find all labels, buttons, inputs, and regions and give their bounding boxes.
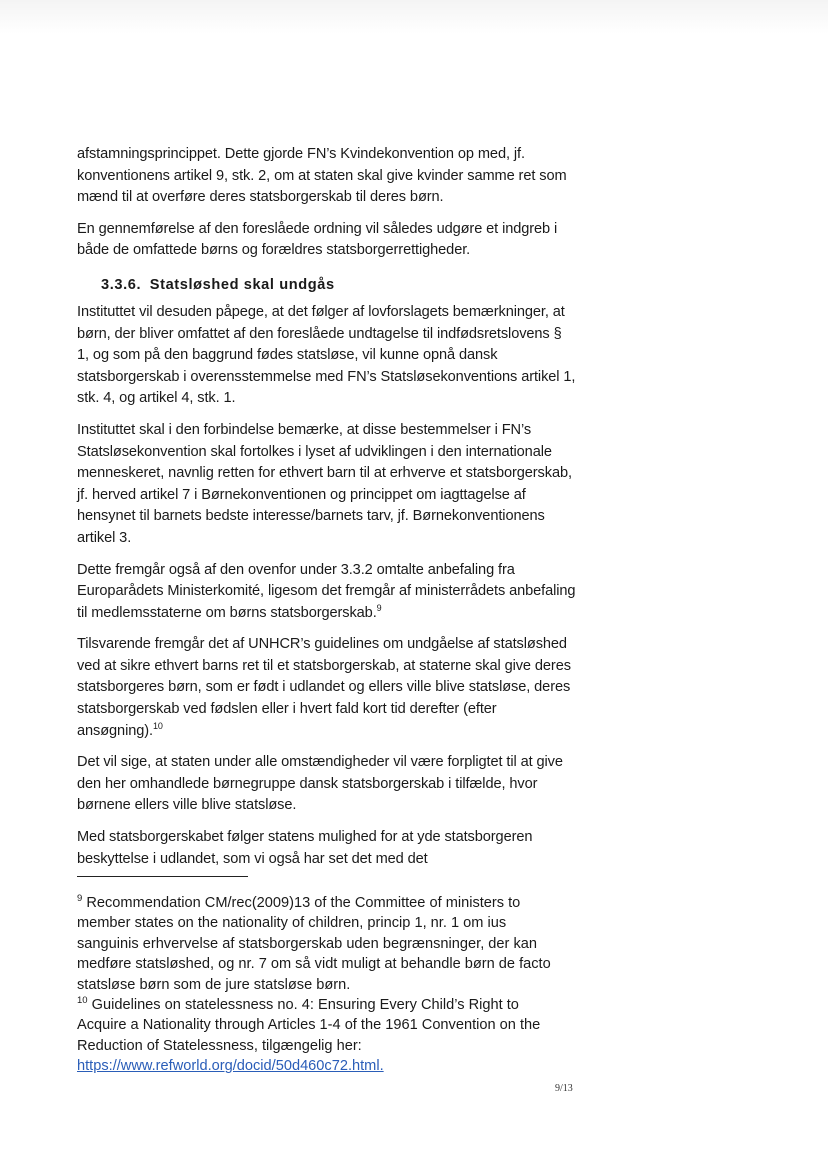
body-paragraph: En gennemførelse af den foreslåede ordning vil således udgøre et indgreb i både de omfattede børns og forældres statsborgerrettigheder. [77,220,558,259]
body-paragraph-with-footnote [77,634,577,742]
section-title: Statsløshed skal undgås [149,276,335,293]
paragraph-text: Tilsvarende fremgår det af UNHCR’s guidelines om undgåelse af statsløshed ved at sikre ethvert barns ret til et statsborgerskab, at staterne skal give deres statsborgeres børn, som er født i udlandet og ellers ville blive statsløse, deres statsborgerskab ved fødslen eller i hvert fald kort tid derefter (efter ansøgning). [77,636,571,739]
body-paragraph: afstamningsprincippet. Dette gjorde FN’s Kvindekonvention op med, jf. konventionens artikel 9, stk. 2, om at staten skal give kvinder samme ret som mænd til at overføre deres statsborgerskab til deres børn. [77,146,567,206]
footnote-separator [77,876,248,877]
body-paragraph: Det vil sige, at staten under alle omstændigheder vil være forpligtet til at give den her omhandlede børnegruppe dansk statsborgerskab i tilfælde, hvor børnene ellers ville blive statsløse. [77,754,563,814]
page-number: 9/13 [555,1083,573,1094]
footnote-9 [77,893,557,995]
body-paragraph: Med statsborgerskabet følger statens mulighed for at yde statsborgeren beskyttelse i udlandet, som vi også har set det med det [77,829,533,867]
scan-top-edge [0,0,828,34]
footnote-text: Guidelines on statelessness no. 4: Ensuring Every Child’s Right to Acquire a Nationality through Articles 1-4 of the 1961 Convention on the Reduction of Statelessness, tilgængelig her: [77,997,541,1054]
footnotes [77,893,557,1077]
body-paragraph: Instituttet skal i den forbindelse bemærke, at disse bestemmelser i FN’s Statsløsekonvention skal fortolkes i lyset af udviklingen i den internationale menneskeret, navnlig retten for ethvert barn til at erhverve et statsborgerskab, jf. herved artikel 7 i Børnekonventionen og princippet om iagttagelse af hensynet til barnets bedste interesse/barnets tarv, jf. Børnekonventionens artikel 3. [77,421,572,546]
refworld-link[interactable]: https://www.refworld.org/docid/50d460c72.html. [77,1058,384,1075]
footnote-10 [77,995,557,1077]
footnote-ref-9[interactable]: 9 [376,602,382,613]
body-paragraph: Instituttet vil desuden påpege, at det følger af lovforslagets bemærkninger, at børn, der bliver omfattet af den foreslåede undtagelse til indfødsretslovens § 1, og som på den baggrund fødes statsløse, vil kunne opnå dansk statsborgerskab i overensstemmelse med FN’s Statsløsekonventions artikel 1, stk. 4, og artikel 4, stk. 1. [77,303,576,407]
footnote-text: Recommendation CM/rec(2009)13 of the Committee of ministers to member states on the nationality of children, princip 1, nr. 1 om ius sanguinis erhvervelse af statsborgerskab uden begrænsninger, der kan medføre statsløshed, og nr. 7 om så vidt muligt at behandle børn de facto statsløse børn som de jure statsløse børn. [77,895,551,993]
footnote-ref-10[interactable]: 10 [152,720,163,731]
paragraph-text: Dette fremgår også af den ovenfor under 3.3.2 omtalte anbefaling fra Europarådets Ministerkomité, ligesom det fremgår af ministerrådets anbefaling til medlemsstaterne om børns statsborgerskab. [77,561,576,621]
section-heading [101,274,577,296]
body-paragraph-with-footnote [77,560,577,625]
footnote-number: 9 [77,893,83,905]
document-body [77,144,577,880]
section-number: 3.3.6. [101,276,142,293]
footnote-number: 10 [77,995,88,1007]
